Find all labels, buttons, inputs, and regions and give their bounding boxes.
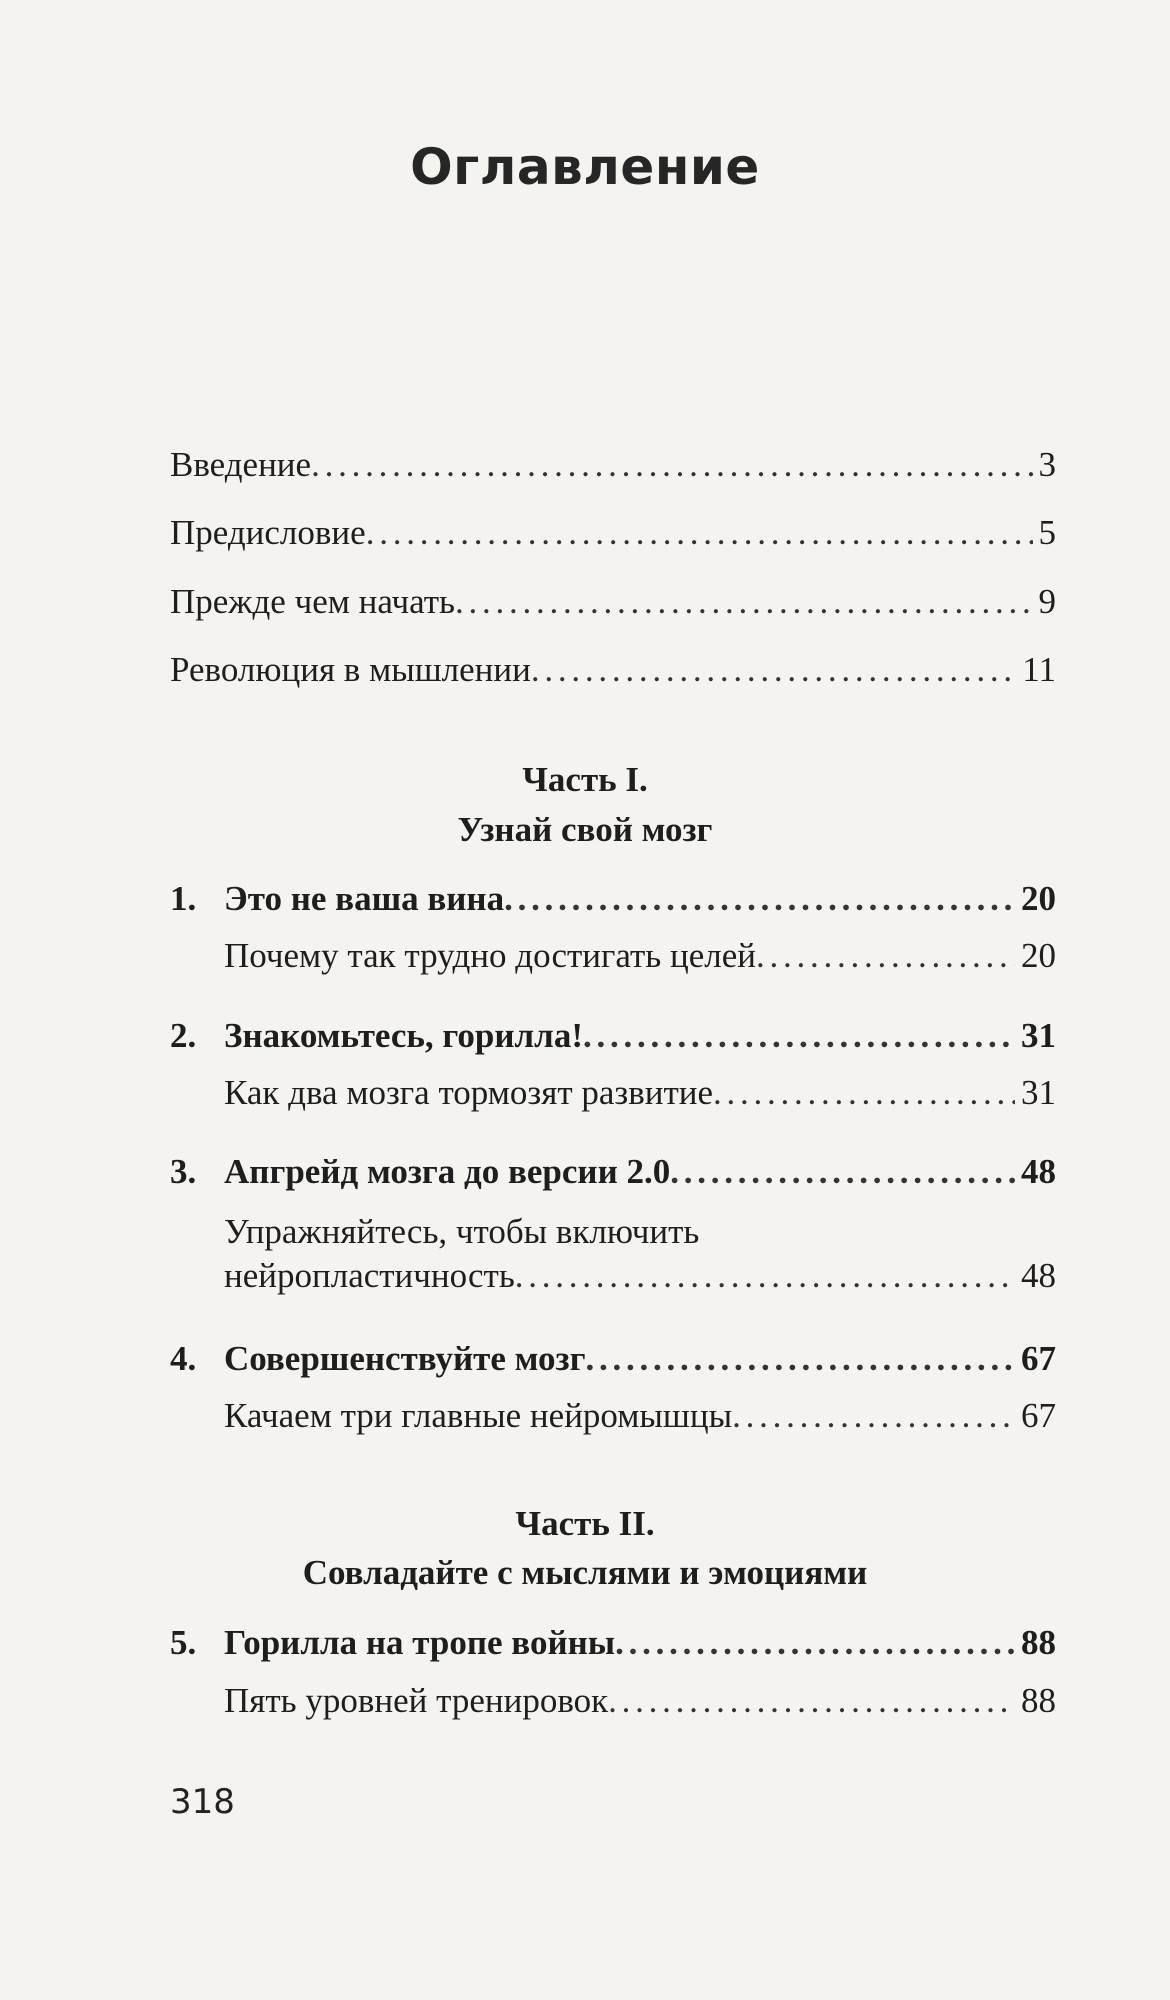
chapter-title: Совершенствуйте мозг (224, 1339, 586, 1378)
dot-leader (515, 1254, 1015, 1298)
toc-chapter-5[interactable] (170, 1621, 1056, 1665)
toc-chapter-2[interactable] (170, 1014, 1056, 1058)
chapter-subtitle-page: 31 (1021, 1073, 1056, 1112)
toc-entry-label: Революция в мышлении (170, 650, 531, 689)
toc-entry-page: 3 (1038, 445, 1056, 484)
dot-leader (713, 1071, 1015, 1115)
dot-leader (531, 648, 1016, 692)
chapter-subtitle-page: 88 (1021, 1681, 1056, 1720)
part-heading: Часть II. (515, 1504, 655, 1543)
chapter-subtitle: нейропластичность (224, 1256, 515, 1295)
toc-entry-page: 9 (1038, 582, 1056, 621)
chapter-number: 1. (170, 879, 197, 918)
dot-leader (366, 511, 1033, 555)
part-heading: Часть I. (522, 760, 648, 799)
toc-entry-introduction[interactable] (170, 443, 1056, 487)
toc-chapter-3-subtitle[interactable] (224, 1254, 1056, 1298)
toc-chapter-5-subtitle[interactable] (224, 1679, 1056, 1723)
dot-leader (670, 1150, 1015, 1194)
page-title: Оглавление (410, 138, 760, 196)
chapter-page: 88 (1021, 1623, 1056, 1662)
dot-leader (732, 1394, 1015, 1438)
dot-leader (615, 1621, 1015, 1665)
dot-leader (311, 443, 1032, 487)
toc-entry-before-start[interactable] (170, 580, 1056, 624)
chapter-number: 4. (170, 1339, 197, 1378)
toc-entry-preface[interactable] (170, 511, 1056, 555)
toc-entry-page: 5 (1038, 513, 1056, 552)
chapter-subtitle: Как два мозга тормозят развитие (224, 1073, 714, 1112)
part-subtitle: Совладайте с мыслями и эмоциями (302, 1553, 868, 1592)
page-number: 318 (170, 1782, 235, 1822)
toc-entry-label: Предисловие (170, 513, 366, 552)
chapter-subtitle-page: 20 (1021, 936, 1056, 975)
chapter-subtitle-page: 48 (1021, 1256, 1056, 1295)
dot-leader (583, 1014, 1015, 1058)
chapter-title: Горилла на тропе войны (224, 1623, 616, 1662)
chapter-page: 67 (1021, 1339, 1056, 1378)
chapter-subtitle-line: Упражняйтесь, чтобы включить (224, 1212, 700, 1251)
toc-chapter-4-subtitle[interactable] (224, 1394, 1056, 1438)
chapter-title: Это не ваша вина (224, 879, 505, 918)
dot-leader (608, 1679, 1015, 1723)
chapter-title: Апгрейд мозга до версии 2.0 (224, 1152, 671, 1191)
chapter-subtitle-page: 67 (1021, 1396, 1056, 1435)
toc-chapter-4[interactable] (170, 1337, 1056, 1381)
chapter-subtitle: Качаем три главные нейромышцы (224, 1396, 733, 1435)
toc-chapter-3[interactable] (170, 1150, 1056, 1194)
chapter-subtitle: Почему так трудно достигать целей (224, 936, 756, 975)
toc-entry-label: Введение (170, 445, 312, 484)
toc-chapter-1-subtitle[interactable] (224, 934, 1056, 978)
chapter-page: 20 (1021, 879, 1056, 918)
chapter-page: 31 (1021, 1016, 1056, 1055)
toc-chapter-1[interactable] (170, 877, 1056, 921)
dot-leader (455, 580, 1033, 624)
toc-entry-label: Прежде чем начать (170, 582, 455, 621)
chapter-number: 3. (170, 1152, 197, 1191)
chapter-title: Знакомьтесь, горилла! (224, 1016, 583, 1055)
chapter-subtitle: Пять уровней тренировок (224, 1681, 609, 1720)
dot-leader (504, 877, 1015, 921)
dot-leader (756, 934, 1015, 978)
chapter-number: 5. (170, 1623, 197, 1662)
chapter-number: 2. (170, 1016, 197, 1055)
toc-entry-page: 11 (1022, 650, 1056, 689)
toc-entry-revolution[interactable] (170, 648, 1056, 692)
part-subtitle: Узнай свой мозг (457, 810, 713, 849)
dot-leader (585, 1337, 1015, 1381)
toc-chapter-2-subtitle[interactable] (224, 1071, 1056, 1115)
chapter-page: 48 (1021, 1152, 1056, 1191)
